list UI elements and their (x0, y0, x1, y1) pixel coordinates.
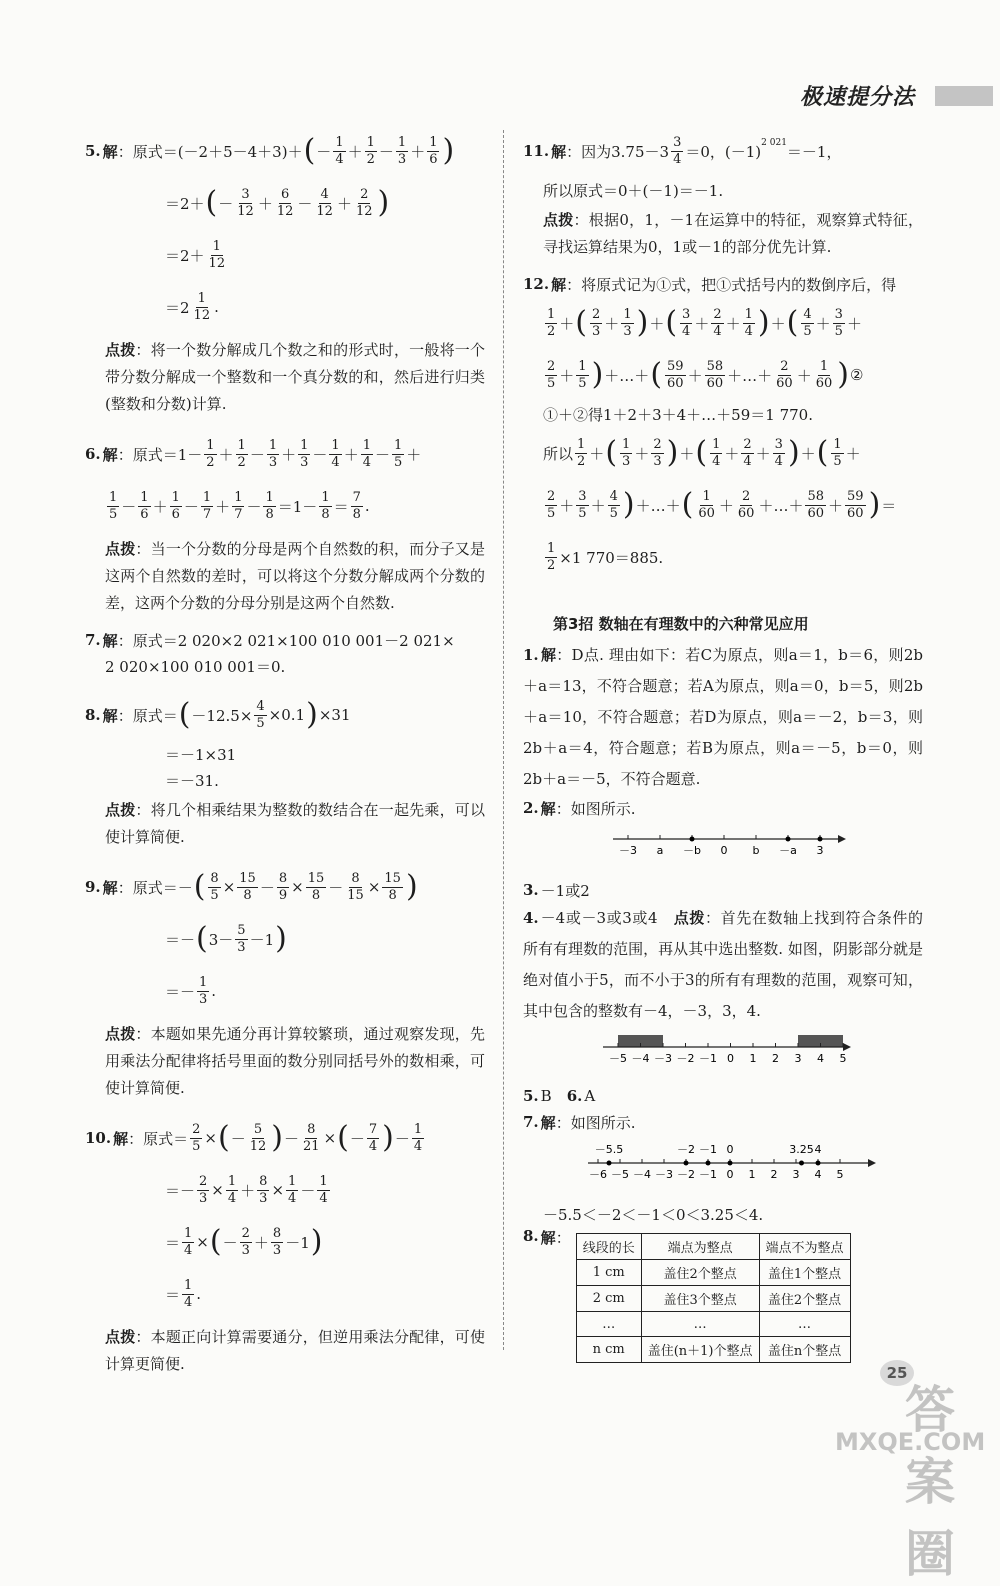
tick-label: b (752, 844, 760, 857)
tick-label: 3 (816, 844, 824, 857)
point-marker (816, 1161, 821, 1166)
table-row (576, 1260, 850, 1286)
table-row (576, 1312, 850, 1337)
right-column: 11. 解 ：因为3.75－3 $\frac{3}{4}$ ＝0，(－1) 2 021 ＝－1， 所以原式＝0＋(－1)＝－1. 点拨：根据0，1，－1在运算中的特征，观察算式特征，寻找运算结果为0，1或－1的部分优先计算. 12. 解 ：将原式记为①式，把①式括号内的数倒序后，得 $\frac{1}{2}$ ＋ ( $\frac{2}{3}$ ＋ $\frac{1}{3}$ ) ＋ ( $\frac{3}{4}$ ＋ $\frac{2}{4}$ ＋ $\frac{1}{4}$ ) ＋ ( $\frac{4}{5}$ ＋ $\frac{3}{5}$ ＋ $\frac{2}{5}$ ＋ $\frac{1}{5}$ ) ＋…＋ ( $\frac{59}{60}$ ＋ $\frac{58}{60}$ ＋…＋ $\frac{2}{60}$ ＋ $\frac{1}{60}$ ) ② ①＋②得1＋2＋3＋4＋…＋59＝1 770. 所以 $\frac{1}{2}$ ＋ ( $\frac{1}{3}$ ＋ $\frac{2}{3}$ ) ＋ ( $\frac{1}{4}$ ＋ $\frac{2}{4}$ ＋ $\frac{3}{4}$ ) ＋ ( $\frac{1}{5}$ ＋ $\frac{2}{5}$ ＋ $\frac{3}{5}$ ＋ $\frac{4}{5}$ ) ＋…＋ ( $\frac{1}{60}$ ＋ $\frac{2}{60}$ ＋…＋ $\frac{58}{60}$ ＋ $\frac{59}{60}$ ) ＝ $\frac{1}{2}$ ×1 770＝885. 第3招 数轴在有理数中的六种常见应用 1. 解：D点. 理由如下：若C为原点，则a＝1，b＝6，则2b＋a＝13，不符合题意；若A为原点，则a＝0，b＝5，则2b＋a＝10，不符合题意；若D为原点，则a＝－2，b＝3，则2b＋a＝4，符合题意；若B为原点，则a＝－5，b＝0，则2b＋a＝－5，不符合题意. 2. 解 ：如图所示. －3 a －b 0 b －a 3 3. －1或2 4. －4或－3或3或4 点拨：首先在数轴上找到符合条件的所有有理数的范围，再从其中选出整数. 如图，阴影部分就是绝对值小于5，而不小于3的所有有理数的范围，观察可知，其中包含的整数有－4，－3，3，4. －5 －4 －3 －2 －1 0 1 2 3 4 5 5. B 6. A 7. 解 ：如图所示. －6 －5 －4 －3 －2 －1 0 1 2 3 4 5 －5.5 －2 －1 0 3.25 4 －5.5＜－2＜－1＜0＜3.25＜4. 8. 解 ： 线段的长 端点为整点 端点不为整点 1 cm 盖住2个整点 盖住1个整点 2 cm 盖住3个整点 盖住2个整点 … … … n cm 盖住(n＋1)个整点 盖住n个整点 (523, 125, 923, 1363)
problem-5 (85, 125, 485, 418)
point-marker (786, 837, 791, 842)
fraction: $\frac{1}{4}$ (413, 1121, 423, 1154)
fraction: $\frac{4}{5}$ (609, 488, 618, 521)
table-header: 端点为整点 (641, 1234, 759, 1260)
p8-note: 点拨：将几个相乘结果为整数的数结合在一起先乘，可以使计算简便. (105, 801, 485, 846)
fraction: $\frac{8}{15}$ (347, 870, 364, 903)
fraction: $\frac{1}{7}$ (234, 489, 243, 522)
table-cell: 盖住n个整点 (759, 1337, 850, 1363)
tick-label: 1 (749, 1052, 757, 1065)
fraction: $\frac{1}{4}$ (288, 1173, 297, 1206)
tick-label: －5 (609, 1052, 627, 1065)
p9-note: 点拨：本题如果先通分再计算较繁琐，通过观察发现，先用乘法分配律将括号里面的数分别同括号外的数相乘，可使计算简便. (105, 1025, 485, 1097)
table-cell: … (641, 1312, 759, 1337)
question-1: 1. 解：D点. 理由如下：若C为原点，则a＝1，b＝6，则2b＋a＝13，不符合题意；若A为原点，则a＝0，b＝5，则2b＋a＝10，不符合题意；若D为原点，则a＝－2，b＝3，则2b＋a＝4，符合题意；若B为原点，则a＝－5，b＝0，则2b＋a＝－5，不符合题意. (523, 646, 923, 788)
p5-line-1: 5. 解 ：原式＝(－2＋5－4＋3)＋ ( － $\frac{1}{4}$ ＋ $\frac{1}{2}$ － $\frac{1}{3}$ ＋ $\frac{1}{6}$ ) (85, 133, 455, 168)
fraction: $\frac{1}{8}$ (321, 489, 330, 522)
p6-line-2: $\frac{1}{5}$ － $\frac{1}{6}$ ＋ $\frac{1}{6}$ － $\frac{1}{7}$ ＋ $\frac{1}{7}$ － $\frac{1}{8}$ ＝1－ $\frac{1}{8}$ ＝ $\frac{7}{8}$ . (109, 489, 370, 522)
fraction: $\frac{1}{2}$ (547, 540, 556, 573)
tick-label: a (656, 844, 664, 857)
table-cell: 盖住2个整点 (759, 1286, 850, 1312)
point-label: 3.25 (789, 1143, 814, 1156)
fraction: $\frac{1}{8}$ (265, 489, 274, 522)
fraction: $\frac{2}{4}$ (743, 436, 752, 469)
tick-label: －4 (633, 1168, 651, 1181)
fraction: $\frac{58}{60}$ (706, 358, 724, 391)
fraction: $\frac{2}{12}$ (355, 186, 373, 219)
question-7: 7. 解 ：如图所示. (523, 1113, 636, 1132)
table-header: 线段的长 (576, 1234, 641, 1260)
fraction: $\frac{5}{3}$ (237, 922, 246, 955)
fraction: $\frac{5}{12}$ (249, 1121, 267, 1154)
table-row (576, 1337, 850, 1363)
fraction: $\frac{59}{60}$ (667, 358, 684, 391)
section-title: 第3招 数轴在有理数中的六种常见应用 (553, 615, 809, 633)
point-marker (690, 837, 695, 842)
tick-label: －5 (611, 1168, 629, 1181)
fraction: $\frac{58}{60}$ (807, 488, 824, 521)
tick-label: －6 (589, 1168, 607, 1181)
fraction: $\frac{8}{3}$ (259, 1173, 268, 1206)
tick-label: 3 (792, 1168, 800, 1181)
header-bar (935, 86, 993, 106)
point-label: －1 (699, 1143, 717, 1156)
fraction: $\frac{15}{8}$ (384, 870, 401, 903)
problem-9: 9. 解 ：原式＝－ ( $\frac{8}{5}$ × $\frac{15}{8}$ － $\frac{8}{9}$ × $\frac{15}{8}$ － $\frac{8}{15}$ × $\frac{15}{8}$ ) ＝－ ( 3－ $\frac{5}{3}$ －1 ) ＝－ $\frac{1}{3}$ . 点拨：本题如果先通分再计算较繁琐，通过观察发现，先用乘法分配律将括号里面的数分别同括号外的数相乘，可使计算简便. (85, 861, 485, 1102)
fraction: $\frac{2}{5}$ (547, 488, 556, 521)
fraction: $\frac{1}{4}$ (744, 306, 753, 339)
fraction: $\frac{1}{6}$ (171, 489, 180, 522)
p11-note: 点拨：根据0，1，－1在运算中的特征，观察算式特征，寻找运算结果为0，1或－1的部分优先计算. (543, 211, 923, 256)
question-4: 4. －4或－3或3或4 点拨：首先在数轴上找到符合条件的所有有理数的范围，再从其中选出整数. 如图，阴影部分就是绝对值小于5，而不小于3的所有有理数的范围，观察可知，其中包含的整数有－4，－3，3，4. (523, 909, 923, 1020)
table-header: 端点不为整点 (759, 1234, 850, 1260)
fraction: $\frac{1}{6}$ (429, 134, 438, 167)
tick-label: －4 (631, 1052, 650, 1065)
fraction: $\frac{2}{60}$ (776, 358, 793, 391)
fraction: $\frac{1}{4}$ (184, 1277, 193, 1310)
fraction: $\frac{15}{8}$ (307, 870, 325, 903)
fraction: $\frac{6}{12}$ (276, 186, 294, 219)
fraction: $\frac{1}{4}$ (335, 134, 344, 167)
fraction: $\frac{1}{5}$ (109, 489, 118, 522)
tick-label: 2 (772, 1052, 779, 1065)
fraction: $\frac{1}{4}$ (184, 1225, 193, 1258)
fraction: $\frac{1}{2}$ (547, 306, 556, 339)
fraction: $\frac{1}{5}$ (394, 437, 403, 470)
fraction: $\frac{8}{9}$ (278, 870, 288, 903)
question-3: 3. －1或2 (523, 881, 590, 900)
tick-label: －a (779, 844, 797, 857)
tick-label: 3 (794, 1052, 802, 1065)
table-cell: … (759, 1312, 850, 1337)
tick-label: 0 (727, 1052, 734, 1065)
point-label: 0 (726, 1143, 734, 1156)
table-cell: 盖住2个整点 (641, 1260, 759, 1286)
tick-label: －2 (677, 1168, 695, 1181)
fraction: $\frac{7}{4}$ (368, 1121, 378, 1154)
tick-label: 5 (836, 1168, 844, 1181)
problem-10: 10. 解 ：原式＝ $\frac{2}{5}$ × ( － $\frac{5}{12}$ ) － $\frac{8}{21}$ × ( － $\frac{7}{4}$ ) － $\frac{1}{4}$ ＝－ $\frac{2}{3}$ × $\frac{1}{4}$ ＋ $\frac{8}{3}$ × $\frac{1}{4}$ － $\frac{1}{4}$ ＝ $\frac{1}{4}$ × ( － $\frac{2}{3}$ ＋ $\frac{8}{3}$ －1 ) ＝ $\frac{1}{4}$ . 点拨：本题正向计算需要通分，但逆用乘法分配律，可使计算更简便. (85, 1112, 485, 1378)
fraction: $\frac{1}{2}$ (206, 437, 215, 470)
fraction: $\frac{1}{2}$ (577, 436, 586, 469)
tick-label: －3 (619, 844, 637, 857)
tick-label: 4 (814, 1168, 822, 1181)
fraction: $\frac{1}{3}$ (623, 306, 632, 339)
fraction: $\frac{4}{12}$ (316, 186, 333, 219)
tick-label: 5 (839, 1052, 847, 1065)
fraction: $\frac{2}{3}$ (199, 1173, 208, 1206)
table-cell: 1 cm (576, 1260, 641, 1286)
problem-8: 8. 解 ：原式＝ ( －12.5× $\frac{4}{5}$ ×0.1 ) ×31 ＝－1×31 ＝－31. 点拨：将几个相乘结果为整数的数结合在一起先乘，可以使计算简便. (85, 689, 485, 851)
p5-line-3: ＝2＋ $\frac{1}{12}$ (165, 238, 226, 271)
tick-label: 2 (770, 1168, 778, 1181)
point-marker (684, 1161, 689, 1166)
fraction: $\frac{1}{3}$ (300, 437, 309, 470)
fraction: $\frac{2}{4}$ (713, 306, 722, 339)
tick-label: 4 (817, 1052, 824, 1065)
problem-6 (85, 428, 485, 617)
watermark-url: MXQE.COM (835, 1428, 986, 1456)
table-cell: 盖住(n＋1)个整点 (641, 1337, 759, 1363)
table-cell: 盖住3个整点 (641, 1286, 759, 1312)
number-line-q7 (583, 1141, 883, 1191)
p5-note: 点拨：将一个数分解成几个数之和的形式时，一般将一个带分数分解成一个整数和一个真分数的和，然后进行归类(整数和分数)计算. (105, 341, 485, 413)
point-label: 4 (814, 1143, 822, 1156)
segment-table (576, 1233, 851, 1363)
question-2: 2. 解 ：如图所示. (523, 799, 636, 818)
fraction: $\frac{3}{5}$ (834, 306, 843, 339)
table-cell: … (576, 1312, 641, 1337)
number-line-q4 (593, 1033, 853, 1073)
fraction: $\frac{4}{5}$ (803, 306, 812, 339)
watermark-logo: 答案圈 (905, 1381, 957, 1583)
table-cell: 盖住1个整点 (759, 1260, 850, 1286)
tick-label: 0 (720, 844, 728, 857)
fraction: $\frac{1}{4}$ (227, 1173, 237, 1206)
fraction: $\frac{3}{12}$ (237, 186, 254, 219)
point-label: －2 (677, 1143, 695, 1156)
fraction: $\frac{1}{3}$ (397, 134, 407, 167)
tick-label: －2 (676, 1052, 695, 1065)
fraction: $\frac{4}{5}$ (256, 698, 265, 731)
fraction: $\frac{1}{60}$ (815, 358, 833, 391)
fraction: $\frac{8}{21}$ (303, 1121, 320, 1154)
p6-note: 点拨：当一个分数的分母是两个自然数的积，而分子又是这两个自然数的差时，可以将这个分数分解成两个分数的差，这两个分数的分母分别是这两个自然数. (105, 540, 485, 612)
page-number: 25 (880, 1360, 914, 1386)
fraction: $\frac{7}{8}$ (352, 489, 361, 522)
fraction: $\frac{2}{3}$ (241, 1225, 250, 1258)
table-cell: n cm (576, 1337, 641, 1363)
tick-label: －3 (655, 1168, 673, 1181)
fraction: $\frac{2}{5}$ (192, 1121, 201, 1154)
fraction: $\frac{1}{6}$ (140, 489, 149, 522)
fraction: $\frac{8}{5}$ (210, 870, 219, 903)
point-marker (799, 1161, 804, 1166)
tick-label: 0 (726, 1168, 734, 1181)
tick-label: －1 (699, 1052, 717, 1065)
fraction: $\frac{1}{12}$ (193, 290, 211, 323)
header-brand: 极速提分法 (800, 85, 916, 110)
fraction: $\frac{1}{4}$ (319, 1173, 328, 1206)
p6-line-1: 6. 解 ：原式＝1－ $\frac{1}{2}$ ＋ $\frac{1}{2}$ － $\frac{1}{3}$ ＋ $\frac{1}{3}$ － $\frac{1}{4}$ ＋ $\frac{1}{4}$ － $\frac{1}{5}$ ＋ (85, 437, 422, 470)
fraction: $\frac{1}{60}$ (698, 488, 715, 521)
fraction: $\frac{2}{3}$ (592, 306, 601, 339)
fraction: $\frac{3}{4}$ (673, 134, 682, 167)
problem-7: 7. 解 ：原式＝2 020×2 021×100 010 001－2 021× 2 020×100 010 001＝0. (85, 631, 455, 676)
fraction: $\frac{1}{5}$ (833, 436, 842, 469)
column-divider (503, 130, 504, 1350)
fraction: $\frac{1}{3}$ (622, 436, 631, 469)
problem-12: 12. 解 ：将原式记为①式，把①式括号内的数倒序后，得 $\frac{1}{2}$ ＋ ( $\frac{2}{3}$ ＋ $\frac{1}{3}$ ) ＋ ( $\frac{3}{4}$ ＋ $\frac{2}{4}$ ＋ $\frac{1}{4}$ ) ＋ ( $\frac{4}{5}$ ＋ $\frac{3}{5}$ ＋ $\frac{2}{5}$ ＋ $\frac{1}{5}$ ) ＋…＋ ( $\frac{59}{60}$ ＋ $\frac{58}{60}$ ＋…＋ $\frac{2}{60}$ ＋ $\frac{1}{60}$ ) ② ①＋②得1＋2＋3＋4＋…＋59＝1 770. 所以 $\frac{1}{2}$ ＋ ( $\frac{1}{3}$ ＋ $\frac{2}{3}$ ) ＋ ( $\frac{1}{4}$ ＋ $\frac{2}{4}$ ＋ $\frac{3}{4}$ ) ＋ ( $\frac{1}{5}$ ＋ $\frac{2}{5}$ ＋ $\frac{3}{5}$ ＋ $\frac{4}{5}$ ) ＋…＋ ( $\frac{1}{60}$ ＋ $\frac{2}{60}$ ＋…＋ $\frac{58}{60}$ ＋ $\frac{59}{60}$ ) ＝ $\frac{1}{2}$ ×1 770＝885. (523, 275, 897, 573)
point-label: －5.5 (594, 1143, 624, 1156)
fraction: $\frac{3}{5}$ (578, 488, 587, 521)
p10-note: 点拨：本题正向计算需要通分，但逆用乘法分配律，可使计算更简便. (105, 1328, 485, 1373)
fraction: $\frac{1}{3}$ (199, 974, 208, 1007)
fraction: $\frac{1}{3}$ (268, 437, 278, 470)
point-marker (607, 1161, 612, 1166)
point-marker (728, 1161, 733, 1166)
fraction: $\frac{8}{3}$ (272, 1225, 282, 1258)
tick-label: －1 (699, 1168, 717, 1181)
number-line-q2 (603, 827, 853, 867)
fraction: $\frac{1}{7}$ (202, 489, 212, 522)
fraction: $\frac{2}{5}$ (547, 358, 556, 391)
fraction: $\frac{3}{4}$ (682, 306, 691, 339)
problem-11: 11. 解 ：因为3.75－3 $\frac{3}{4}$ ＝0，(－1) 2 021 ＝－1， 所以原式＝0＋(－1)＝－1. 点拨：根据0，1，－1在运算中的特征，观察算式特征，寻找运算结果为0，1或－1的部分优先计算. (523, 125, 923, 261)
fraction: $\frac{1}{4}$ (712, 436, 721, 469)
fraction: $\frac{2}{3}$ (653, 436, 662, 469)
fraction: $\frac{1}{5}$ (578, 358, 587, 391)
tick-label: 1 (748, 1168, 756, 1181)
fraction: $\frac{2}{60}$ (737, 488, 755, 521)
fraction: $\frac{1}{2}$ (366, 134, 375, 167)
point-marker (818, 837, 823, 842)
fraction: $\frac{59}{60}$ (847, 488, 864, 521)
tick-label: －3 (654, 1052, 672, 1065)
table-row (576, 1286, 850, 1312)
fraction: $\frac{1}{12}$ (208, 238, 226, 271)
fraction: $\frac{1}{4}$ (362, 437, 371, 470)
p5-line-2: ＝2＋ ( － $\frac{3}{12}$ ＋ $\frac{6}{12}$ － $\frac{4}{12}$ ＋ $\frac{2}{12}$ ) (165, 185, 390, 220)
left-column (85, 125, 485, 1378)
question-5-6: 5. B 6. A (523, 1087, 596, 1105)
table-cell: 2 cm (576, 1286, 641, 1312)
question-8: 8. 解 ： 线段的长 端点为整点 端点不为整点 1 cm 盖住2个整点 盖住1个整点 2 cm 盖住3个整点 盖住2个整点 … … … n cm 盖住(n＋1)个整点 盖住n个整点 (523, 1227, 923, 1363)
fraction: $\frac{1}{2}$ (237, 437, 246, 470)
p5-line-4: ＝2 $\frac{1}{12}$ . (165, 290, 219, 323)
point-marker (706, 1161, 711, 1166)
fraction: $\frac{3}{4}$ (774, 436, 783, 469)
fraction: $\frac{15}{8}$ (239, 870, 256, 903)
fraction: $\frac{1}{4}$ (331, 437, 340, 470)
tick-label: －b (683, 844, 701, 857)
